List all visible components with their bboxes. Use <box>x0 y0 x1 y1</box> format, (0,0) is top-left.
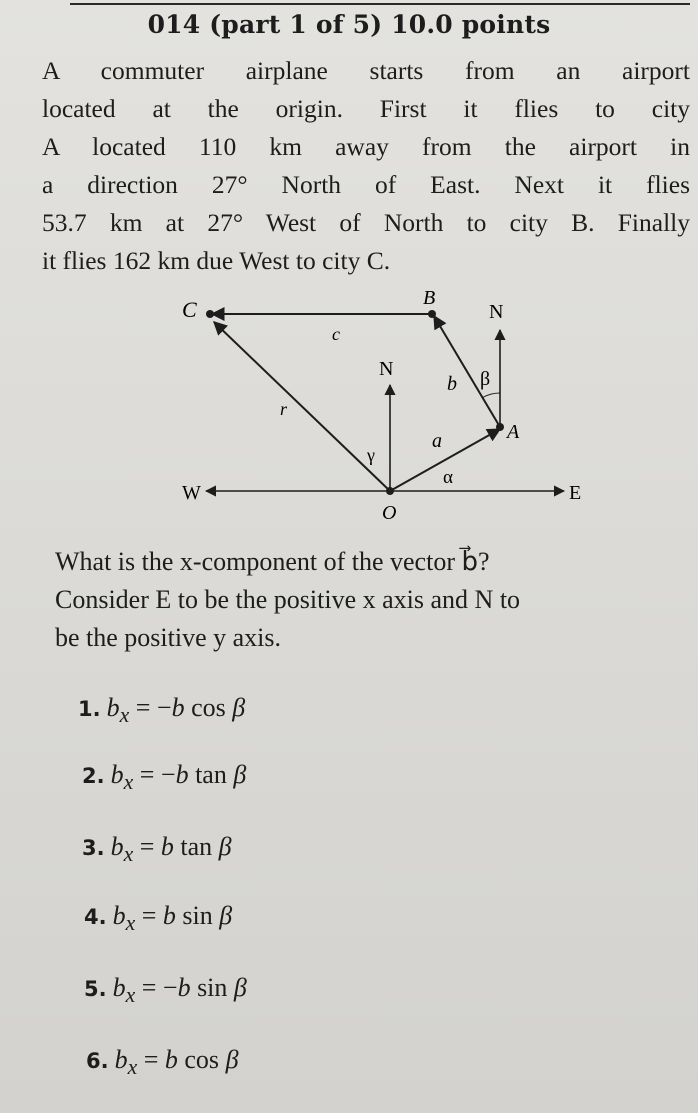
problem-line: A commuter airplane starts from an airport <box>42 56 690 85</box>
choice-3[interactable] <box>82 832 232 867</box>
choice-1[interactable] <box>78 693 245 728</box>
choice-fn: cos <box>191 693 226 722</box>
problem-line: it flies 162 km due West to city C. <box>42 246 391 275</box>
choice-var: b <box>171 693 185 722</box>
problem-line: 53.7 km at 27° West of North to city B. Finally <box>42 208 690 237</box>
question-line: What is the x-component of the vector b⃗? <box>55 547 490 576</box>
problem-line: A located 110 km away from the airport in <box>42 132 690 161</box>
choice-number: 3. <box>82 836 105 860</box>
label-north-mid: N <box>379 358 394 380</box>
choice-number: 6. <box>86 1049 109 1073</box>
choice-fn: tan <box>180 832 213 861</box>
choice-eq: = <box>133 760 161 789</box>
choice-var: b <box>175 760 189 789</box>
choice-sign: − <box>160 760 176 789</box>
choice-4[interactable] <box>84 901 232 936</box>
choice-arg: β <box>232 693 246 722</box>
label-west: W <box>182 482 201 504</box>
point-o <box>386 487 394 495</box>
choice-lhs: b <box>106 693 120 722</box>
label-c-point: C <box>182 297 197 322</box>
choice-fn: cos <box>184 1045 220 1074</box>
choice-sub: x <box>125 911 136 936</box>
choice-lhs: b <box>110 832 124 861</box>
question-text <box>55 543 690 657</box>
problem-statement <box>42 52 690 280</box>
point-b <box>428 310 436 318</box>
problem-line: located at the origin. First it flies to city <box>42 94 690 123</box>
choice-arg: β <box>225 1045 239 1074</box>
choice-number: 1. <box>78 697 101 721</box>
label-vector-a: a <box>432 430 442 452</box>
choice-6[interactable] <box>86 1045 239 1080</box>
choice-var: b <box>162 901 176 930</box>
label-b-point: B <box>423 287 436 309</box>
choice-lhs: b <box>112 901 126 930</box>
choice-fn: tan <box>195 760 227 789</box>
choice-sub: x <box>123 770 134 795</box>
choice-sign: − <box>162 973 178 1002</box>
choice-lhs: b <box>110 760 124 789</box>
choice-sub: x <box>119 703 130 728</box>
choice-arg: β <box>219 901 233 930</box>
choice-fn: sin <box>197 973 228 1002</box>
choice-lhs: b <box>112 973 126 1002</box>
vector-r <box>214 322 390 491</box>
problem-line: a direction 27° North of East. Next it flies <box>42 170 690 199</box>
choice-arg: β <box>218 832 232 861</box>
choice-eq: = <box>129 693 157 722</box>
choice-sub: x <box>123 842 134 867</box>
label-vector-r: r <box>280 399 288 419</box>
choice-number: 4. <box>84 905 107 929</box>
choice-lhs: b <box>114 1045 128 1074</box>
label-north-top: N <box>489 301 504 323</box>
label-east: E <box>569 482 582 504</box>
point-a <box>496 423 504 431</box>
choice-arg: β <box>233 973 247 1002</box>
point-c <box>206 310 214 318</box>
label-origin: O <box>382 502 397 524</box>
label-angle-alpha: α <box>443 467 453 488</box>
angle-beta-arc <box>482 393 500 398</box>
problem-header: 014 (part 1 of 5) 10.0 points <box>147 10 551 39</box>
top-rule <box>70 3 690 5</box>
label-a-point: A <box>507 421 520 443</box>
label-angle-beta: β <box>480 368 491 390</box>
choice-number: 2. <box>82 764 105 788</box>
choice-eq: = <box>135 973 163 1002</box>
choice-sign: − <box>156 693 172 722</box>
choice-2[interactable] <box>82 760 246 795</box>
question-line: Consider E to be the positive x axis and N to <box>55 585 521 614</box>
choice-var: b <box>164 1045 178 1074</box>
choice-number: 5. <box>84 977 107 1001</box>
question-line: be the positive y axis. <box>55 623 282 652</box>
label-angle-gamma: γ <box>367 445 375 465</box>
choice-5[interactable] <box>84 973 247 1008</box>
choice-arg: β <box>233 760 247 789</box>
label-vector-c: c <box>332 324 340 344</box>
choice-sub: x <box>125 983 136 1008</box>
choice-eq: = <box>133 832 161 861</box>
choice-fn: sin <box>182 901 213 930</box>
choice-sub: x <box>127 1055 138 1080</box>
choice-eq: = <box>137 1045 165 1074</box>
vector-diagram <box>160 285 600 530</box>
choice-var: b <box>160 832 174 861</box>
choice-eq: = <box>135 901 163 930</box>
label-vector-b: b <box>447 373 457 395</box>
choice-var: b <box>177 973 191 1002</box>
